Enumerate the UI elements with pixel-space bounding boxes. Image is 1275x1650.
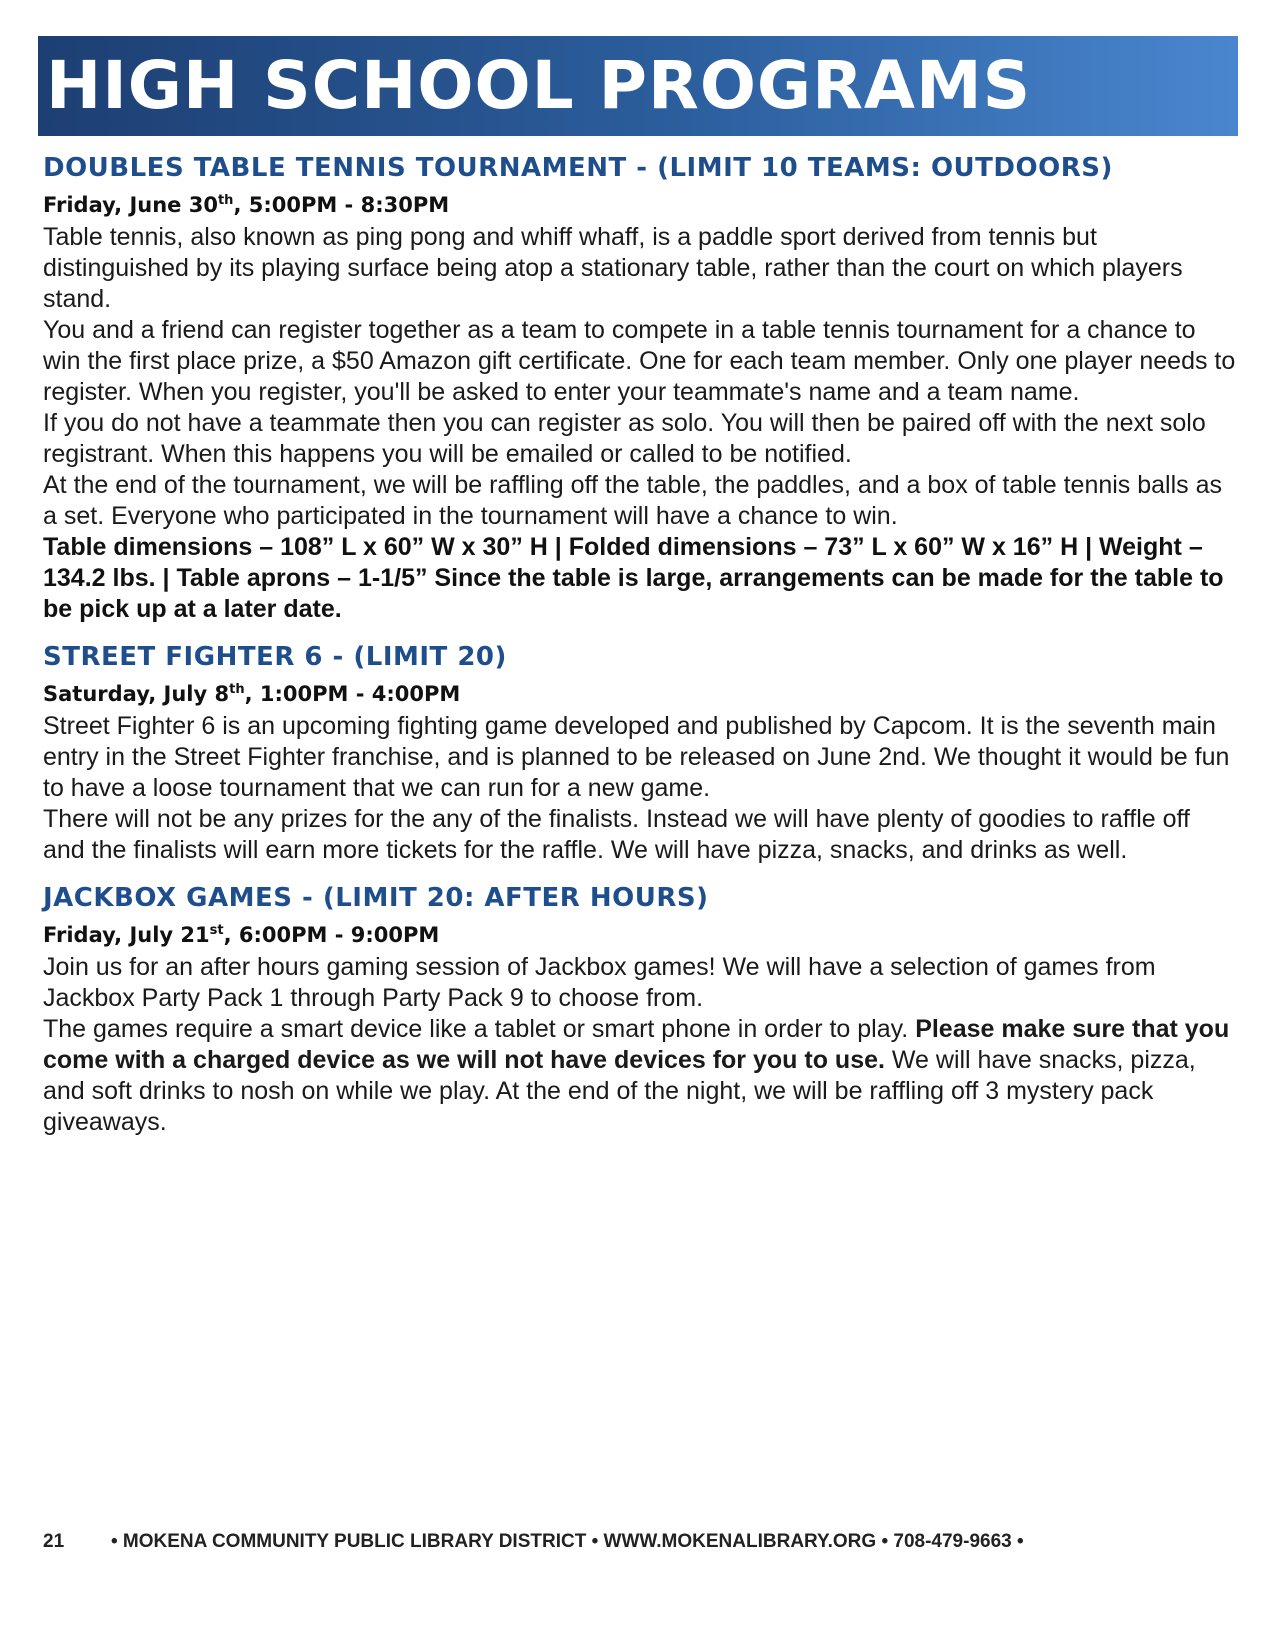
main-content [43,150,1238,1152]
footer-contact: • MOKENA COMMUNITY PUBLIC LIBRARY DISTRICT • WWW.MOKENALIBRARY.ORG • 708-479-9663 • [111,1531,1024,1552]
description-paragraph: Street Fighter 6 is an upcoming fighting game developed and published by Capcom. It is the seventh main entry in the Street Fighter franchise, and is planned to be released on June 2nd. We thought it would be fun to have a loose tournament that we can run for a new game. [43,712,1230,802]
event-date-main: Saturday, July 8 [43,682,230,706]
program-jackbox [43,880,1238,1138]
description-paragraph [43,1014,1238,1138]
description-paragraph: Join us for an after hours gaming session of Jackbox games! We will have a selection of games from Jackbox Party Pack 1 through Party Pack 9 to choose from. [43,953,1156,1012]
section-title: STREET FIGHTER 6 - (LIMIT 20) [43,642,507,672]
description-paragraph: If you do not have a teammate then you can register as solo. You will then be paired off with the next solo registrant. When this happens you will be emailed or called to be notified. [43,409,1206,468]
device-warning: Please make sure that you come with a charged device as we will not have devices for you to use. [43,1015,1230,1074]
snacks-raffle-text: We will have snacks, pizza, and soft drinks to nosh on while we play. At the end of the night, we will be raffling off 3 mystery pack giveaways. [43,1046,1196,1136]
table-dimensions-note: Table dimensions – 108” L x 60” W x 30” H | Folded dimensions – 73” L x 60” W x 16” H | Weight – 134.2 lbs. | Table aprons – 1-1/5” Since the table is large, arrangements can be made for the table to be pick up at a later date. [43,533,1224,623]
program-table-tennis [43,150,1238,625]
page-title: HIGH SCHOOL PROGRAMS [46,47,1032,124]
event-date-main: Friday, June 30 [43,193,218,217]
event-date-main: Friday, July 21 [43,923,210,947]
event-date [43,920,1238,950]
page-banner [38,36,1238,136]
event-date [43,679,1238,709]
description-paragraph: There will not be any prizes for the any of the finalists. Instead we will have plenty of goodies to raffle off and the finalists will earn more tickets for the raffle. We will have pizza, snacks, and drinks as well. [43,805,1190,864]
event-date-suffix: th [229,682,245,697]
page-footer [43,1528,1238,1556]
section-title: JACKBOX GAMES - (LIMIT 20: AFTER HOURS) [43,883,709,913]
event-date [43,190,1238,220]
event-time: , 6:00PM - 9:00PM [223,923,440,947]
event-time: , 1:00PM - 4:00PM [244,682,461,706]
program-street-fighter [43,639,1238,866]
event-date-suffix: st [209,923,224,938]
section-title: DOUBLES TABLE TENNIS TOURNAMENT - (LIMIT 10 TEAMS: OUTDOORS) [43,153,1113,183]
event-date-suffix: th [217,193,234,208]
device-requirement-text: The games require a smart device like a tablet or smart phone in order to play. [43,1015,916,1043]
description-paragraph: Table tennis, also known as ping pong and whiff whaff, is a paddle sport derived from tennis but distinguished by its playing surface being atop a stationary table, rather than the court on which players stand. [43,223,1183,313]
description-paragraph: You and a friend can register together as a team to compete in a table tennis tournament for a chance to win the first place prize, a $50 Amazon gift certificate. One for each team member. Only one player needs to register. When you register, you'll be asked to enter your teammate's name and a team name. [43,316,1236,406]
description-paragraph: At the end of the tournament, we will be raffling off the table, the paddles, and a box of table tennis balls as a set. Everyone who participated in the tournament will have a chance to win. [43,471,1223,530]
event-time: , 5:00PM - 8:30PM [233,193,450,217]
page-number: 21 [43,1531,65,1552]
